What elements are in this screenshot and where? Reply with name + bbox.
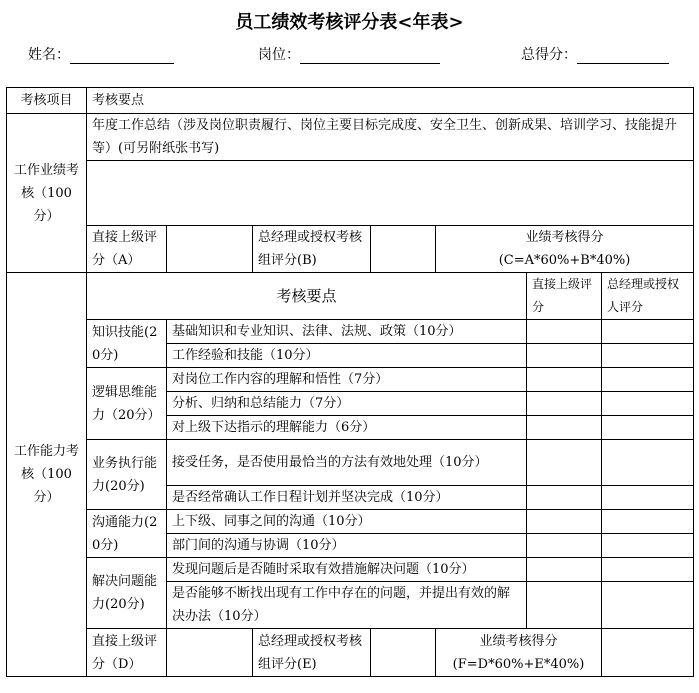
ability-item-gm-score[interactable]	[602, 344, 694, 368]
ability-item-text: 上下级、同事之间的沟通（10分）	[167, 510, 527, 534]
performance-writing-cell[interactable]	[87, 161, 694, 226]
ability-item-row	[7, 510, 694, 534]
total-score-field	[521, 44, 669, 64]
ability-score-row	[7, 629, 694, 677]
ability-result-label	[436, 629, 602, 677]
col-points-header: 考核要点	[87, 88, 694, 114]
performance-score-row	[7, 226, 694, 273]
ability-item-gm-score[interactable]	[602, 416, 694, 440]
ability-item-supervisor-score[interactable]	[527, 510, 602, 534]
ability-item-row	[7, 558, 694, 582]
ability-item-gm-score[interactable]	[602, 486, 694, 510]
name-label: 姓名：	[28, 47, 70, 63]
position-blank[interactable]	[300, 47, 440, 64]
ability-item-supervisor-score[interactable]	[527, 416, 602, 440]
ability-item-row	[7, 368, 694, 392]
performance-supervisor-score-value[interactable]	[167, 226, 253, 273]
performance-writing-area	[7, 161, 694, 226]
ability-item-text: 是否能够不断找出现有工作中存在的问题，并提出有效的解决办法（10分）	[167, 582, 527, 629]
ability-item-supervisor-score[interactable]	[527, 392, 602, 416]
ability-item-text: 接受任务，是否使用最恰当的方法有效地处理（10分）	[167, 440, 527, 486]
ability-item-gm-score[interactable]	[602, 440, 694, 486]
ability-item-gm-score[interactable]	[602, 368, 694, 392]
ability-item-text: 对岗位工作内容的理解和悟性（7分）	[167, 368, 527, 392]
ability-item-gm-score[interactable]	[602, 320, 694, 344]
table-header-row	[7, 88, 694, 114]
performance-summary-row	[7, 114, 694, 161]
ability-section-label: 工作能力考核（100分）	[7, 273, 87, 677]
ability-item-text: 部门间的沟通与协调（10分）	[167, 534, 527, 558]
evaluation-table	[6, 87, 694, 677]
ability-item-supervisor-score[interactable]	[527, 344, 602, 368]
performance-result-label	[436, 226, 694, 273]
ability-item-supervisor-score[interactable]	[527, 440, 602, 486]
ability-item-text: 基础知识和专业知识、法律、法规、政策（10分）	[167, 320, 527, 344]
ability-item-gm-score[interactable]	[602, 534, 694, 558]
category-knowledge-label: 知识技能(20分)	[87, 320, 167, 368]
ability-item-supervisor-score[interactable]	[527, 534, 602, 558]
total-score-label: 总得分：	[521, 47, 577, 63]
ability-item-gm-score[interactable]	[602, 392, 694, 416]
performance-result-title: 业绩考核得分	[525, 230, 604, 245]
total-score-blank[interactable]	[577, 47, 669, 64]
ability-gm-score-label: 总经理或授权考核组评分(E)	[253, 629, 371, 677]
ability-supervisor-col-header: 直接上级评分	[527, 273, 602, 320]
ability-supervisor-score-label: 直接上级评分（D）	[87, 629, 167, 677]
ability-item-gm-score[interactable]	[602, 582, 694, 629]
ability-header-row	[7, 273, 694, 320]
ability-item-row	[7, 440, 694, 486]
performance-section-label: 工作业绩考核（100分）	[7, 114, 87, 273]
ability-result-formula: (F=D*60%+E*40%)	[452, 656, 585, 672]
ability-item-text: 对上级下达指示的理解能力（6分）	[167, 416, 527, 440]
ability-item-supervisor-score[interactable]	[527, 486, 602, 510]
col-item-header: 考核项目	[7, 88, 87, 114]
ability-item-supervisor-score[interactable]	[527, 320, 602, 344]
ability-item-supervisor-score[interactable]	[527, 368, 602, 392]
performance-summary-text: 年度工作总结（涉及岗位职责履行、岗位主要目标完成度、安全卫生、创新成果、培训学习、技能提升等）(可另附纸张书写)	[87, 114, 694, 161]
ability-item-text: 发现问题后是否随时采取有效措施解决问题（10分）	[167, 558, 527, 582]
page-title: 员工绩效考核评分表<年表>	[235, 12, 464, 33]
ability-item-gm-score[interactable]	[602, 510, 694, 534]
position-field	[258, 44, 440, 64]
category-execution-label: 业务执行能力(20分)	[87, 440, 167, 510]
name-field	[28, 44, 174, 64]
ability-item-row	[7, 320, 694, 344]
ability-supervisor-score-value[interactable]	[167, 629, 253, 677]
performance-gm-score-value[interactable]	[371, 226, 436, 273]
category-problem-solving-label: 解决问题能力(20分)	[87, 558, 167, 629]
name-blank[interactable]	[70, 47, 174, 64]
ability-result-title: 业绩考核得分	[479, 633, 558, 649]
ability-item-supervisor-score[interactable]	[527, 582, 602, 629]
ability-item-text: 工作经验和技能（10分）	[167, 344, 527, 368]
ability-gm-col-header: 总经理或授权人评分	[602, 273, 694, 320]
category-logic-label: 逻辑思维能力（20分）	[87, 368, 167, 440]
performance-gm-score-label: 总经理或授权考核组评分(B)	[253, 226, 371, 273]
position-label: 岗位：	[258, 47, 300, 63]
ability-item-supervisor-score[interactable]	[527, 558, 602, 582]
ability-gm-score-value[interactable]	[371, 629, 436, 677]
ability-item-text: 分析、归纳和总结能力（7分）	[167, 392, 527, 416]
category-communication-label: 沟通能力(20分)	[87, 510, 167, 558]
ability-item-text: 是否经常确认工作日程计划并坚决完成（10分）	[167, 486, 527, 510]
ability-result-value[interactable]	[602, 629, 694, 677]
ability-points-header: 考核要点	[87, 273, 527, 320]
performance-supervisor-score-label: 直接上级评分（A）	[87, 226, 167, 273]
ability-item-gm-score[interactable]	[602, 558, 694, 582]
performance-result-formula: (C=A*60%+B*40%)	[498, 253, 631, 268]
